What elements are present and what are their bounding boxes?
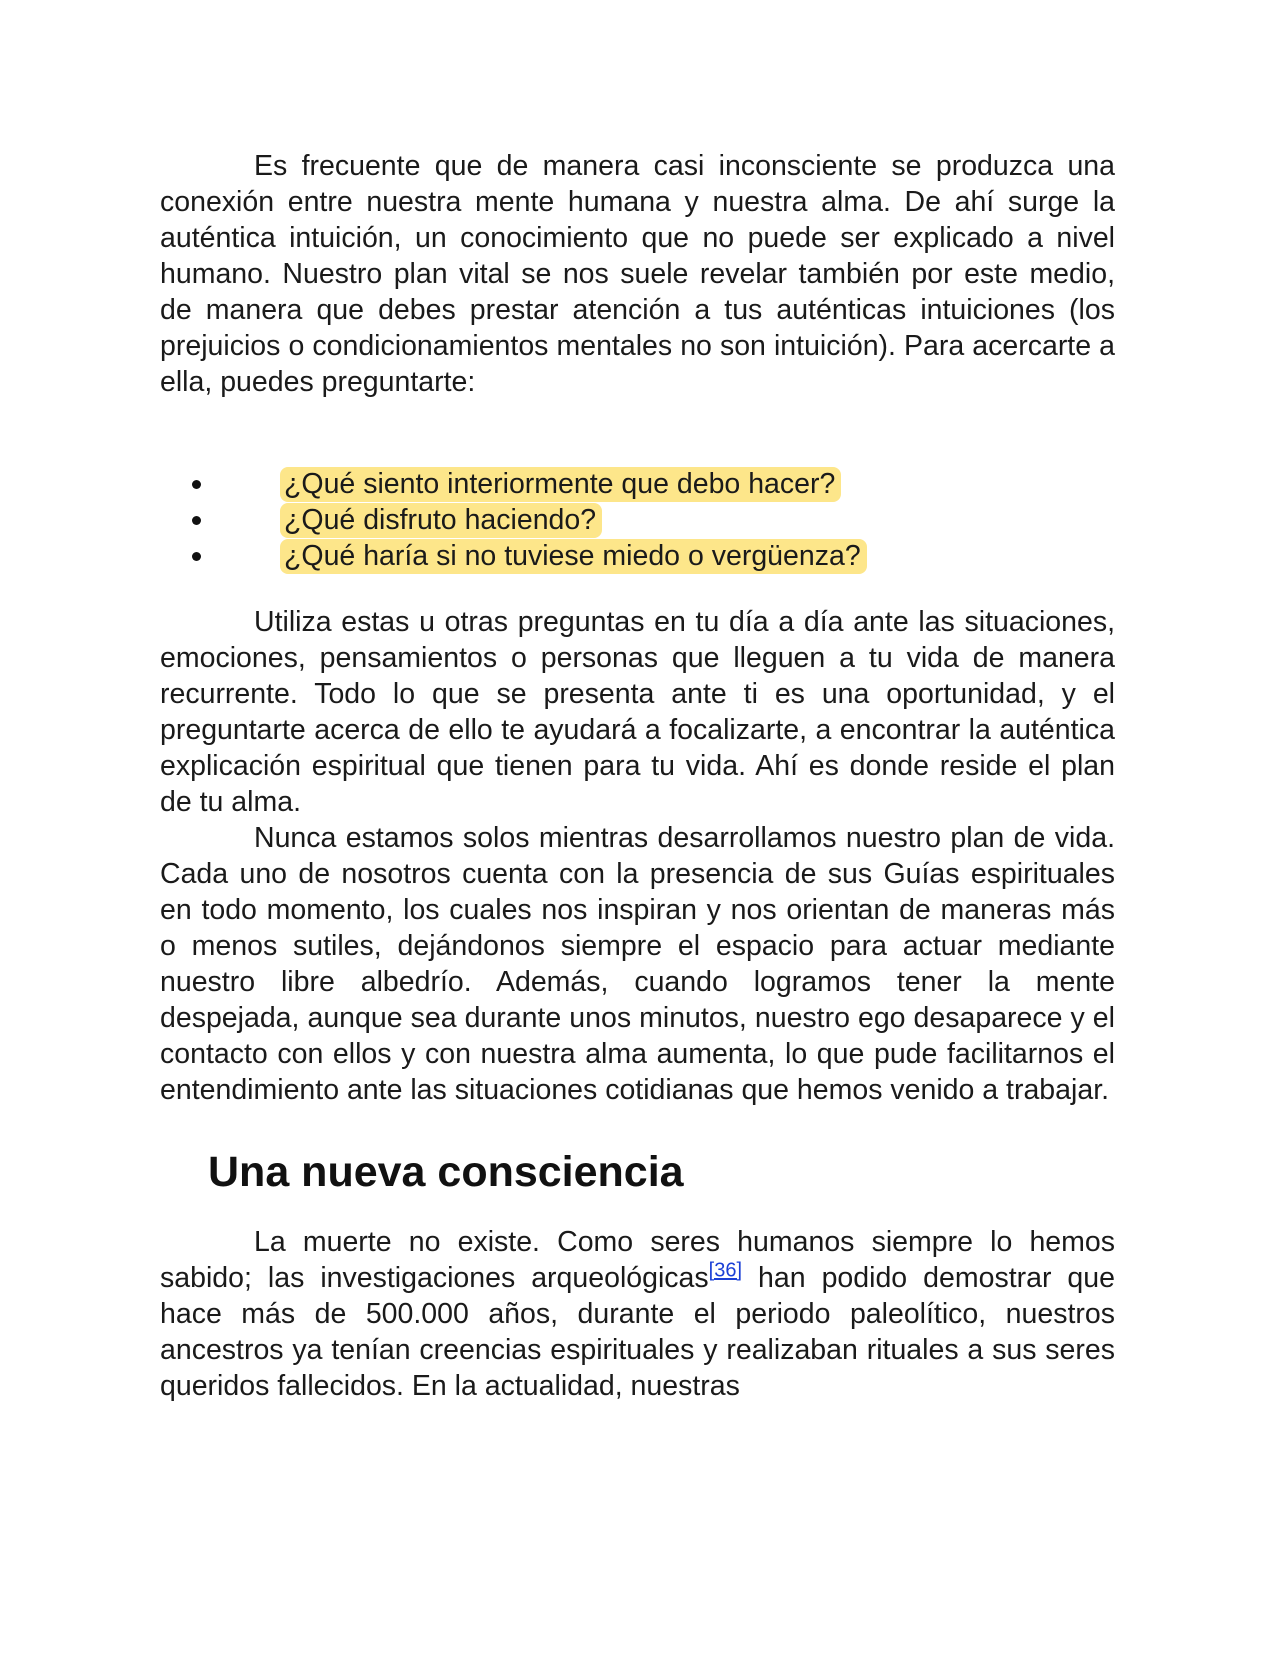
highlighted-question: ¿Qué haría si no tuviese miedo o vergüenza?	[280, 539, 867, 574]
paragraph-muerte	[160, 1224, 1115, 1404]
paragraph-preguntas: Utiliza estas u otras preguntas en tu día a día ante las situaciones, emociones, pensamientos o personas que lleguen a tu vida de manera recurrente. Todo lo que se presenta ante ti es una oportunidad, y el preguntarte acerca de ello te ayudará a focalizarte, a encontrar la auténtica explicación espiritual que tienen para tu vida. Ahí es donde reside el plan de tu alma.	[160, 606, 1115, 818]
list-item	[160, 502, 1115, 538]
highlighted-question: ¿Qué disfruto haciendo?	[280, 503, 602, 538]
bullet-icon	[192, 516, 201, 525]
spacer	[160, 400, 1115, 466]
list-item	[160, 466, 1115, 502]
paragraph-text-end: han podido demostrar que hace más de 500.000 años, durante el periodo paleolítico, nuestros ancestros ya tenían creencias espirituales y realizaban rituales a sus seres queridos fallecidos. En la actualidad, nuestras	[160, 1262, 1115, 1402]
section-heading: Una nueva consciencia	[208, 1148, 684, 1196]
question-list	[160, 466, 1115, 574]
paragraph-intuicion: Es frecuente que de manera casi inconsciente se produzca una conexión entre nuestra mente humana y nuestra alma. De ahí surge la auténtica intuición, un conocimiento que no puede ser explicado a nivel humano. Nuestro plan vital se nos suele revelar también por este medio, de manera que debes prestar atención a tus auténticas intuiciones (los prejuicios o condicionamientos mentales no son intuición). Para acercarte a ella, puedes preguntarte:	[160, 150, 1115, 398]
spacer	[160, 1200, 1115, 1224]
spacer	[160, 574, 1115, 604]
footnote-link[interactable]: [36]	[708, 1259, 743, 1282]
paragraph-text-start: La muerte no existe. Como seres humanos siempre lo hemos sabido; las investigaciones arqueológicas	[160, 1226, 1115, 1294]
list-item	[160, 538, 1115, 574]
paragraph-guias: Nunca estamos solos mientras desarrollamos nuestro plan de vida. Cada uno de nosotros cuenta con la presencia de sus Guías espirituales en todo momento, los cuales nos inspiran y nos orientan de maneras más o menos sutiles, dejándonos siempre el espacio para actuar mediante nuestro libre albedrío. Además, cuando logramos tener la mente despejada, aunque sea durante unos minutos, nuestro ego desaparece y el contacto con ellos y con nuestra alma aumenta, lo que pude facilitarnos el entendimiento ante las situaciones cotidianas que hemos venido a trabajar.	[160, 822, 1115, 1106]
document-page	[160, 148, 1115, 1404]
highlighted-question: ¿Qué siento interiormente que debo hacer?	[280, 467, 841, 502]
bullet-icon	[192, 552, 201, 561]
bullet-icon	[192, 480, 201, 489]
